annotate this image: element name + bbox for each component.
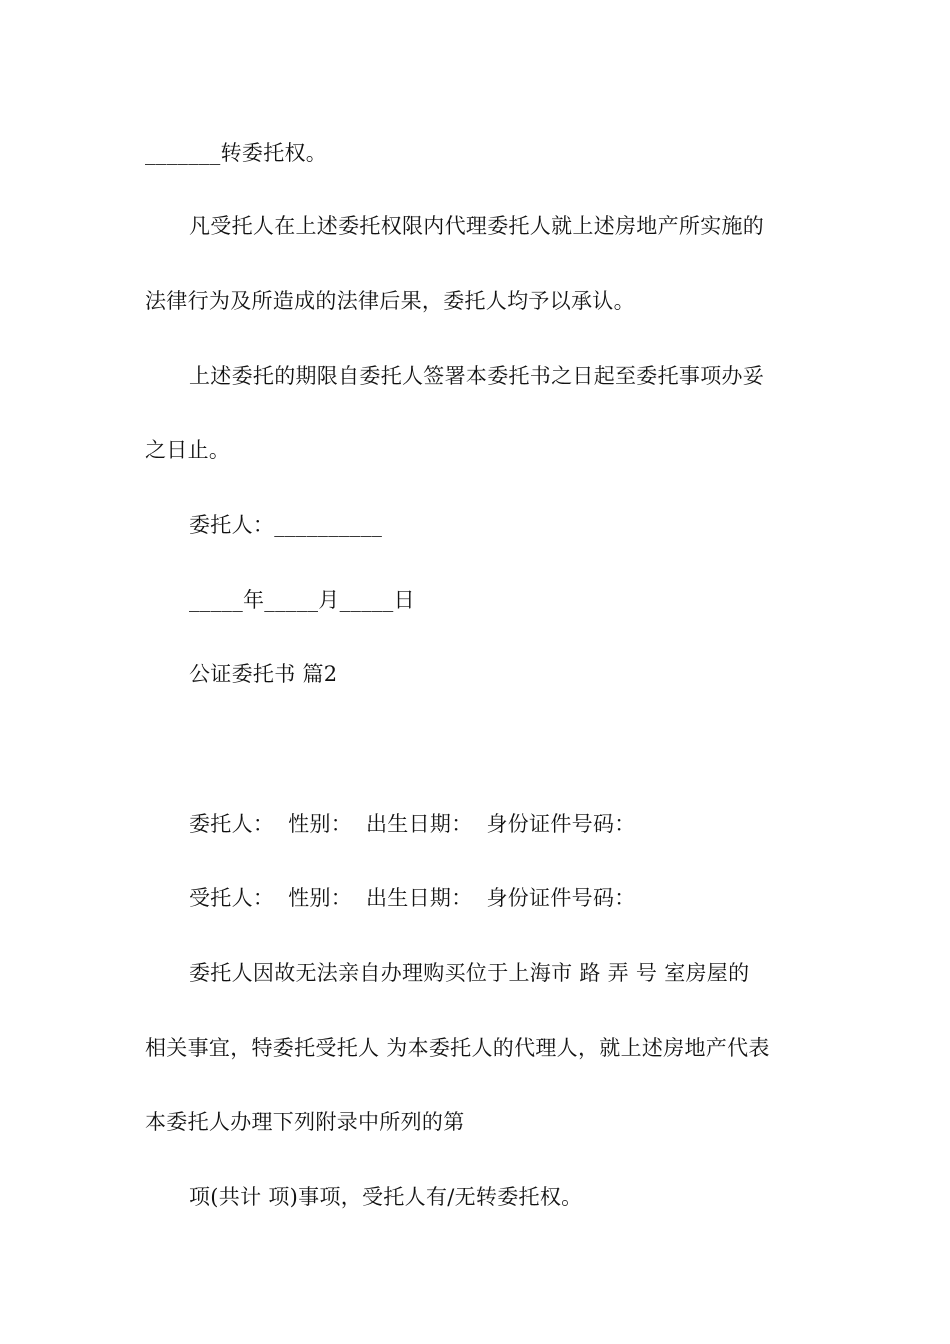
text-line-3: 法律行为及所造成的法律后果，委托人均予以承认。: [145, 289, 635, 313]
text-line-12: 相关事宜，特委托受托人 为本委托人的代理人，就上述房地产代表: [145, 1036, 770, 1060]
text-line-11: 委托人因故无法亲自办理购买位于上海市 路 弄 号 室房屋的: [189, 961, 750, 985]
text-line-1: _______转委托权。: [145, 141, 328, 165]
principal-signature-line: 委托人：__________: [189, 513, 383, 537]
text-line-5: 之日止。: [145, 438, 231, 462]
agent-info-line: 受托人： 性别： 出生日期： 身份证件号码：: [189, 886, 636, 910]
text-line-13: 本委托人办理下列附录中所列的第: [145, 1110, 465, 1134]
text-line-14: 项(共计 项)事项，受托人有/无转委托权。: [189, 1185, 583, 1209]
date-line: _____年_____月_____日: [189, 588, 415, 612]
text-line-2: 凡受托人在上述委托权限内代理委托人就上述房地产所实施的: [189, 214, 765, 238]
principal-info-line: 委托人： 性别： 出生日期： 身份证件号码：: [189, 812, 636, 836]
section-heading: 公证委托书 篇2: [189, 662, 338, 686]
text-line-4: 上述委托的期限自委托人签署本委托书之日起至委托事项办妥: [189, 364, 765, 388]
